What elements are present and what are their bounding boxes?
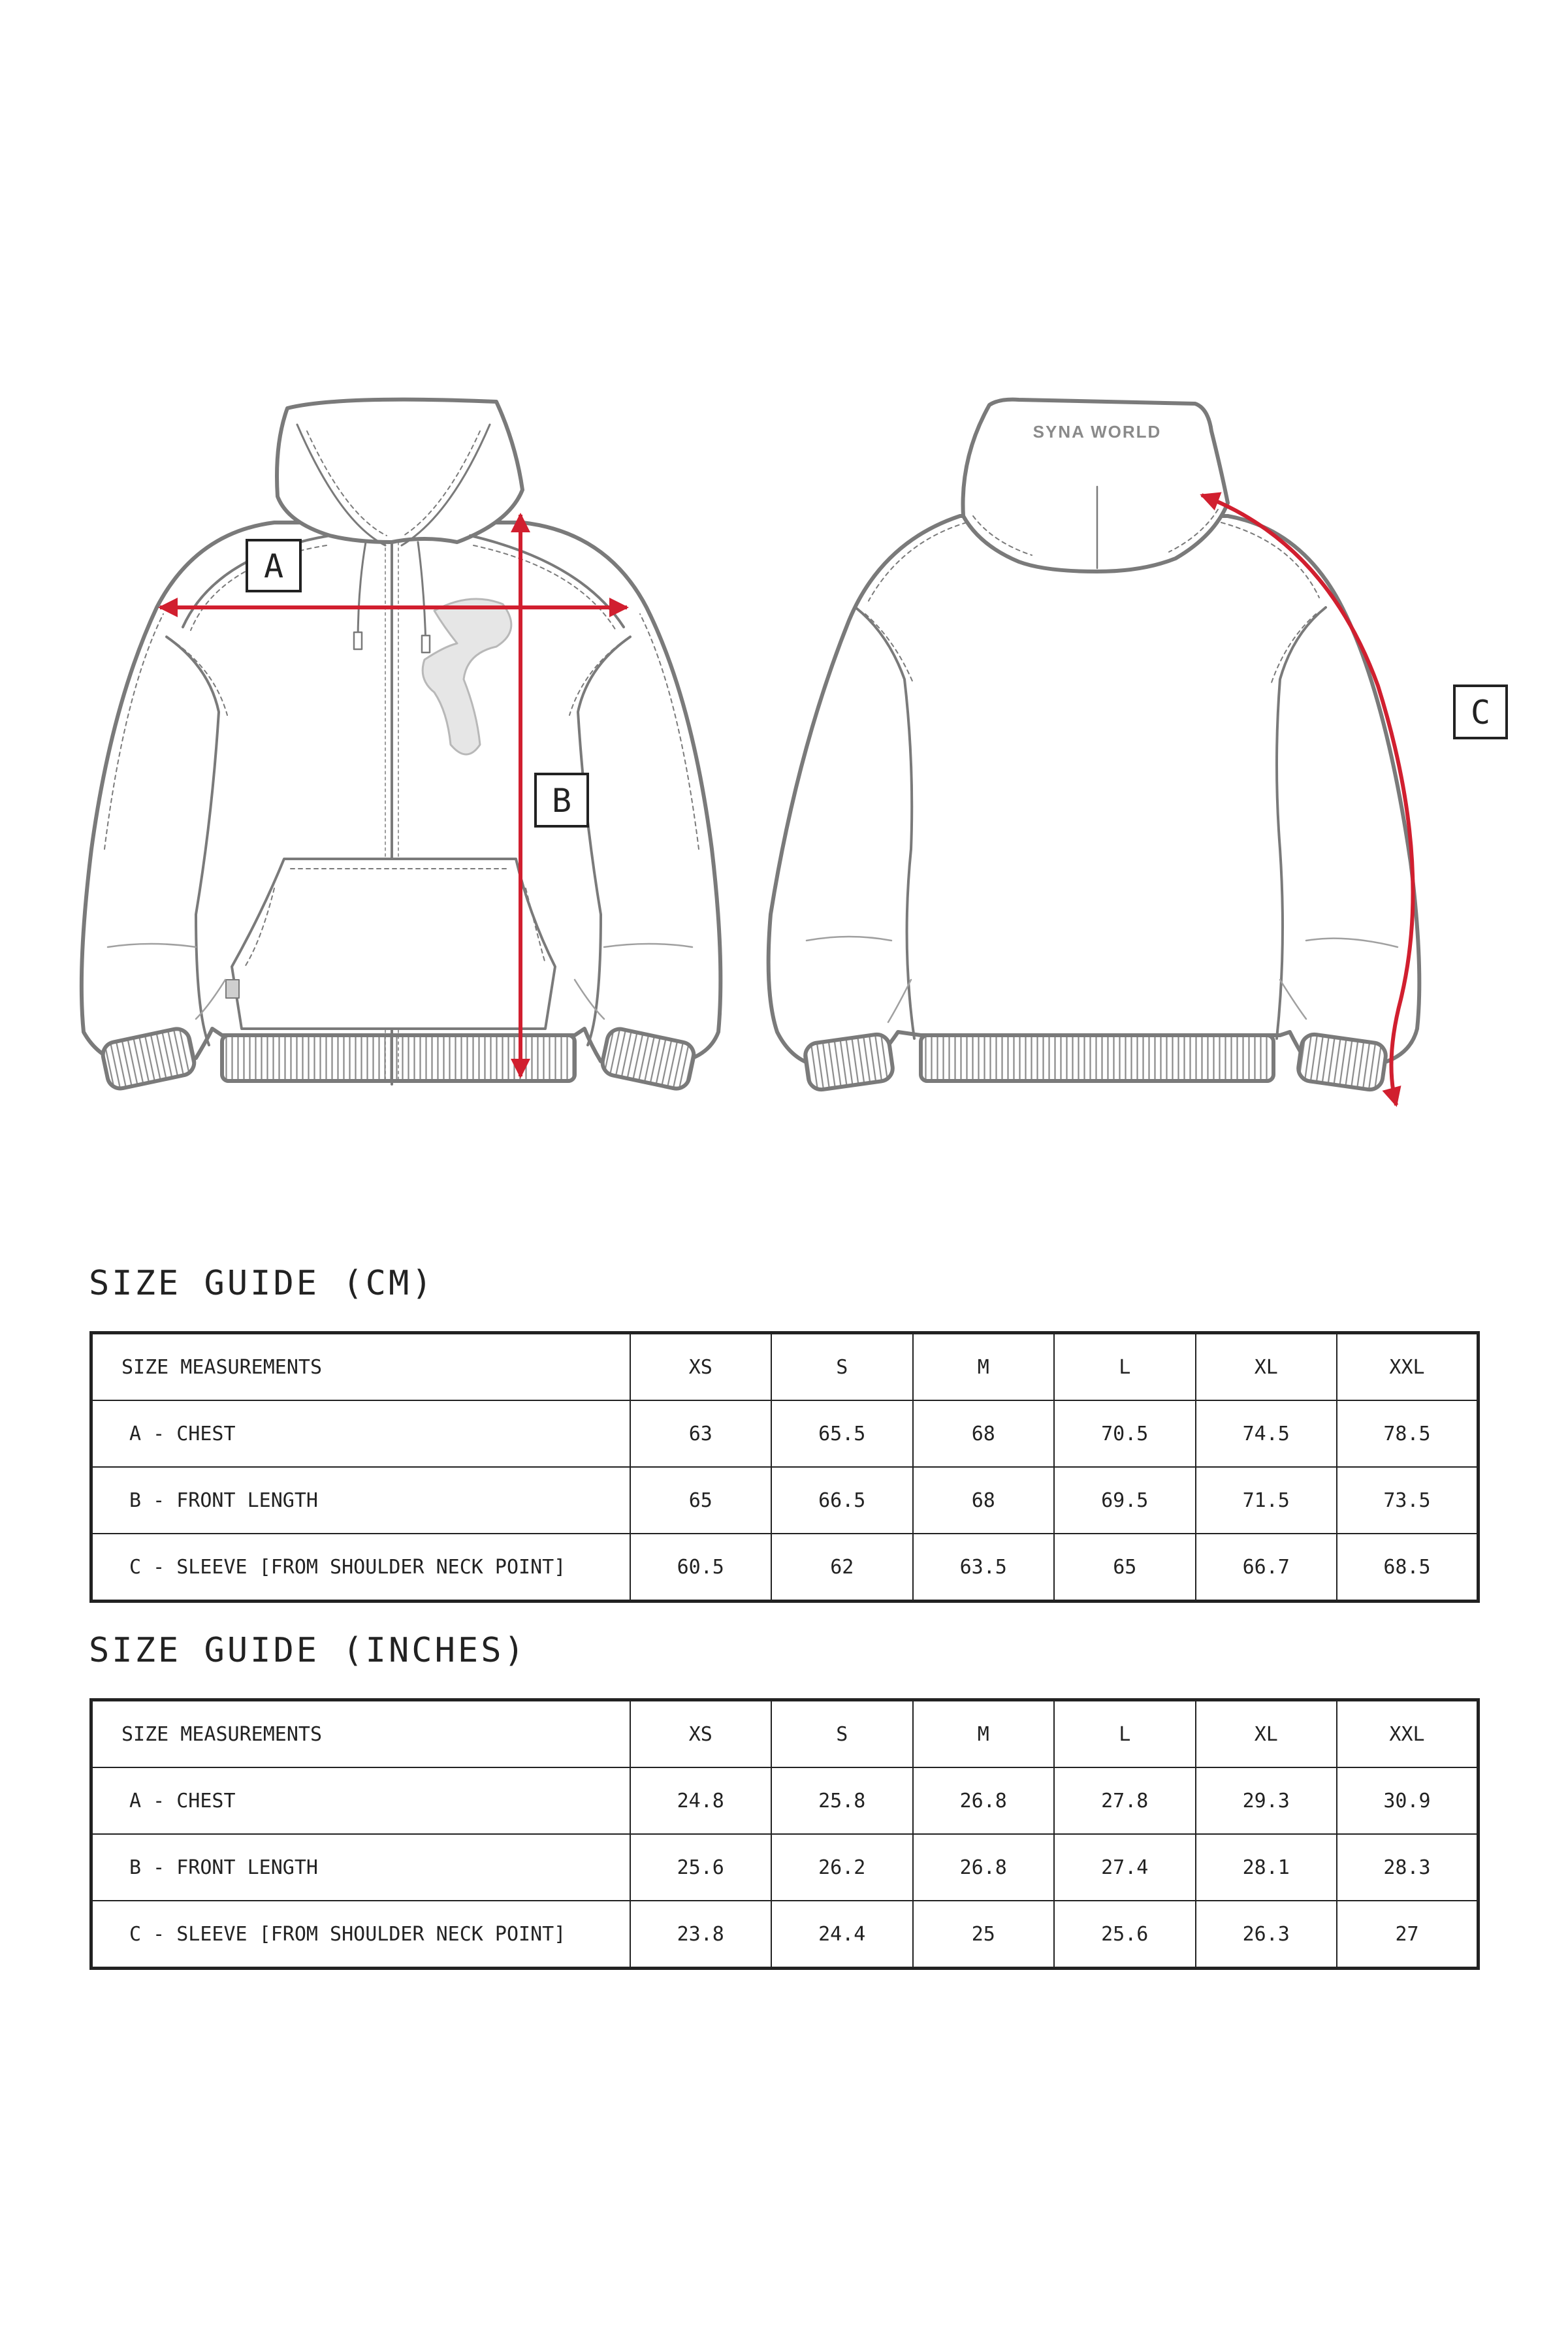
row-label: A - CHEST — [91, 1767, 630, 1834]
table-cell: 78.5 — [1337, 1400, 1479, 1467]
table-cell: 65 — [1054, 1534, 1196, 1602]
row-label: C - SLEEVE [FROM SHOULDER NECK POINT] — [91, 1534, 630, 1602]
table-cell: 29.3 — [1196, 1767, 1337, 1834]
header-cell: S — [771, 1700, 913, 1768]
header-cell: XS — [630, 1333, 772, 1401]
table-cell: 66.7 — [1196, 1534, 1337, 1602]
front-hood-outline — [277, 400, 522, 542]
table-cell: 27 — [1337, 1901, 1479, 1969]
header-cell: S — [771, 1333, 913, 1401]
row-label: C - SLEEVE [FROM SHOULDER NECK POINT] — [91, 1901, 630, 1969]
table-cell: 26.2 — [771, 1834, 913, 1901]
table-header-row — [91, 1333, 1479, 1401]
back-right-cuff — [1297, 1033, 1388, 1091]
table-cell: 74.5 — [1196, 1400, 1337, 1467]
header-cell: M — [913, 1333, 1055, 1401]
back-body-outline — [769, 516, 1420, 1065]
table-cell: 60.5 — [630, 1534, 772, 1602]
row-label: A - CHEST — [91, 1400, 630, 1467]
table-cell: 26.8 — [913, 1767, 1055, 1834]
table-cell: 62 — [771, 1534, 913, 1602]
table-row — [91, 1767, 1479, 1834]
table-cell: 24.8 — [630, 1767, 772, 1834]
table-row — [91, 1534, 1479, 1602]
table-cell: 69.5 — [1054, 1467, 1196, 1534]
table-cell: 26.8 — [913, 1834, 1055, 1901]
label-c-text: C — [1470, 694, 1491, 732]
hood-print-text: SYNA WORLD — [1032, 422, 1162, 442]
label-b-text: B — [551, 782, 572, 820]
hoodie-front-illustration — [82, 400, 720, 1091]
table-cell: 71.5 — [1196, 1467, 1337, 1534]
size-guide-inches-table — [89, 1698, 1480, 1970]
table-cell: 24.4 — [771, 1901, 913, 1969]
back-waistband — [921, 1035, 1273, 1081]
header-cell: XS — [630, 1700, 772, 1768]
size-guide-inches-title: SIZE GUIDE (INCHES) — [89, 1631, 527, 1670]
table-row — [91, 1834, 1479, 1901]
table-row — [91, 1467, 1479, 1534]
label-b — [536, 774, 588, 826]
size-guide-cm-table — [89, 1331, 1480, 1603]
table-cell: 63 — [630, 1400, 772, 1467]
header-cell: XXL — [1337, 1333, 1479, 1401]
label-c — [1454, 686, 1507, 738]
front-pocket — [232, 859, 555, 1029]
table-cell: 68 — [913, 1400, 1055, 1467]
table-cell: 66.5 — [771, 1467, 913, 1534]
table-cell: 68 — [913, 1467, 1055, 1534]
table-cell: 26.3 — [1196, 1901, 1337, 1969]
row-label: B - FRONT LENGTH — [91, 1834, 630, 1901]
table-cell: 28.1 — [1196, 1834, 1337, 1901]
table-cell: 63.5 — [913, 1534, 1055, 1602]
row-label: B - FRONT LENGTH — [91, 1467, 630, 1534]
table-cell: 65.5 — [771, 1400, 913, 1467]
label-a — [247, 540, 300, 591]
table-cell: 25.6 — [630, 1834, 772, 1901]
header-cell: XXL — [1337, 1700, 1479, 1768]
header-cell: L — [1054, 1333, 1196, 1401]
table-cell: 25.6 — [1054, 1901, 1196, 1969]
label-a-text: A — [263, 547, 284, 585]
header-cell: SIZE MEASUREMENTS — [91, 1333, 630, 1401]
table-cell: 65 — [630, 1467, 772, 1534]
table-cell: 68.5 — [1337, 1534, 1479, 1602]
table-cell: 23.8 — [630, 1901, 772, 1969]
table-cell: 27.8 — [1054, 1767, 1196, 1834]
header-cell: SIZE MEASUREMENTS — [91, 1700, 630, 1768]
table-row — [91, 1400, 1479, 1467]
table-cell: 30.9 — [1337, 1767, 1479, 1834]
table-cell: 27.4 — [1054, 1834, 1196, 1901]
table-header-row — [91, 1700, 1479, 1768]
table-cell: 25 — [913, 1901, 1055, 1969]
table-cell: 73.5 — [1337, 1467, 1479, 1534]
header-cell: XL — [1196, 1333, 1337, 1401]
size-guide-cm-title: SIZE GUIDE (CM) — [89, 1264, 435, 1303]
header-cell: M — [913, 1700, 1055, 1768]
header-cell: XL — [1196, 1700, 1337, 1768]
table-cell: 25.8 — [771, 1767, 913, 1834]
header-cell: L — [1054, 1700, 1196, 1768]
table-row — [91, 1901, 1479, 1969]
hoodie-back-illustration — [769, 400, 1420, 1091]
table-cell: 70.5 — [1054, 1400, 1196, 1467]
back-left-cuff — [804, 1033, 895, 1091]
table-cell: 28.3 — [1337, 1834, 1479, 1901]
